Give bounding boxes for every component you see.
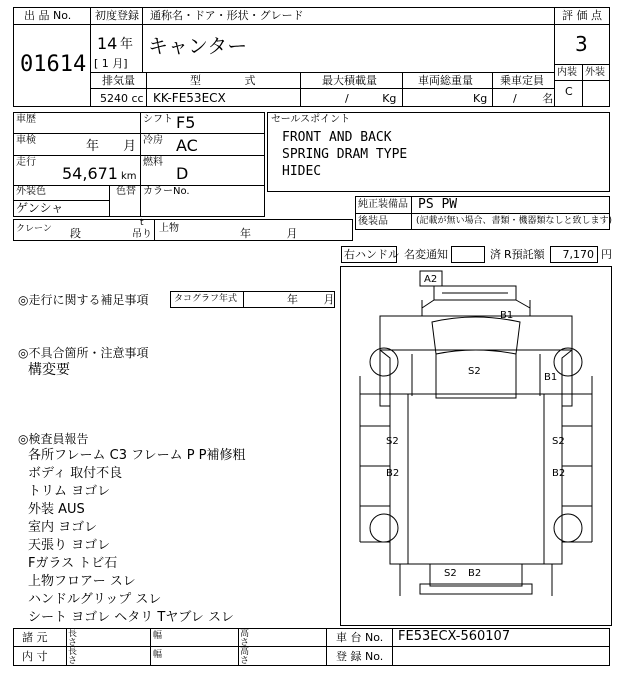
- inspector-item: トリム ヨゴレ: [28, 484, 111, 499]
- damage-mark-s2-left: S2: [386, 436, 399, 447]
- damage-mark-b2-rear: B2: [468, 568, 482, 579]
- damage-mark-b2-right: B2: [552, 468, 566, 479]
- defects-value: 構変要: [28, 362, 70, 378]
- genuine-equipment: PS PW: [418, 197, 458, 212]
- inspector-item: 天張り ヨゴレ: [28, 538, 111, 553]
- chassis-no: FE53ECX-560107: [398, 629, 511, 644]
- grade-score: 3: [575, 32, 588, 56]
- lot-no: 01614: [20, 52, 87, 77]
- model-code-label: 型 式: [190, 74, 256, 87]
- inspector-item: 室内 ヨゴレ: [28, 520, 98, 535]
- inner-size-label: 内 寸: [22, 650, 48, 663]
- displacement: 5240 cc: [100, 92, 144, 105]
- vehicle-damage-diagram: [340, 266, 612, 626]
- height-label-2: 高さ: [240, 647, 250, 666]
- mileage-unit: km: [121, 171, 137, 182]
- length-label: 長さ: [68, 629, 78, 648]
- mileage-value: 54,671: [62, 164, 118, 183]
- bed-year-month: 年 月: [240, 227, 298, 240]
- gross-weight-label: 車両総重量: [418, 74, 473, 87]
- sales-point-2: SPRING DRAM TYPE: [282, 147, 408, 162]
- damage-mark-s2-rear: S2: [444, 568, 457, 579]
- width-label-2: 幅: [153, 650, 163, 660]
- inspector-item: ハンドルグリップ スレ: [28, 592, 162, 607]
- shift-value: F5: [176, 113, 196, 132]
- shift-label: シフト: [143, 114, 173, 125]
- gross-weight: Kg: [473, 92, 488, 105]
- model-code: KK-FE53ECX: [153, 91, 226, 105]
- rhd-label: 右ハンドル: [344, 248, 399, 261]
- damage-mark-b1-side: B1: [544, 372, 558, 383]
- capacity: / 名: [513, 92, 554, 105]
- inspector-item: 上物フロアー スレ: [28, 574, 136, 589]
- fuel-label: 燃料: [143, 157, 163, 168]
- first-reg-year-unit: 年: [120, 37, 134, 52]
- tacho-label: タコグラフ年式: [174, 294, 238, 304]
- interior-score: C: [565, 85, 573, 98]
- recycle-label: R預託額: [504, 248, 545, 261]
- length-label-2: 長さ: [68, 647, 78, 666]
- inspection-label: 車検: [16, 135, 36, 146]
- crane-hoist: 吊り: [132, 229, 152, 240]
- inspector-item: シート ヨゴレ ヘタリ Tヤブレ スレ: [28, 610, 234, 625]
- exterior-label: 外装: [585, 67, 605, 78]
- cooling-value: AC: [176, 136, 198, 155]
- specs-label: 諸 元: [22, 631, 48, 644]
- crane-stage: 段: [70, 227, 81, 240]
- sales-point-3: HIDEC: [282, 164, 322, 179]
- color-no-label: カラーNo.: [143, 186, 190, 197]
- first-reg-year: 14: [97, 34, 118, 53]
- height-label: 高さ: [240, 629, 250, 648]
- name-change-box: [451, 246, 485, 263]
- fuel-value: D: [176, 164, 189, 183]
- width-label: 幅: [153, 631, 163, 641]
- footer-table: [13, 628, 610, 666]
- sales-points-label: セールスポイント: [271, 114, 351, 125]
- ext-color-label: 外装色: [16, 186, 46, 197]
- name-change-label: 名変通知: [404, 248, 448, 261]
- damage-mark-b1-cab: B1: [500, 310, 514, 321]
- name-change-done: 済: [490, 248, 501, 261]
- model-name-label: 通称名・ドア・形状・グレード: [150, 9, 304, 22]
- ext-color-value: ゲンシャ: [16, 201, 64, 215]
- inspector-item: 外装 AUS: [28, 502, 85, 517]
- genuine-label: 純正装備品: [358, 199, 408, 210]
- damage-mark-s2-right: S2: [552, 436, 565, 447]
- bed-label: 上物: [159, 223, 179, 234]
- cooling-label: 冷房: [143, 135, 163, 146]
- history-label: 車歴: [16, 114, 36, 125]
- driving-notes-label: ◎走行に関する補足事項: [18, 293, 149, 307]
- capacity-label: 乗車定員: [500, 74, 544, 87]
- aftermarket-note: (記載が無い場合、書類・機器類なしと致します): [416, 216, 613, 226]
- first-reg-label: 初度登録: [95, 9, 139, 22]
- defects-label: ◎不具合箇所・注意事項: [18, 346, 149, 360]
- recycle-unit: 円: [601, 248, 612, 261]
- crane-label: クレーン: [16, 224, 52, 234]
- inspector-item: 各所フレーム C3 フレーム P P補修粗: [28, 448, 246, 463]
- car-name: キャンター: [148, 34, 248, 58]
- crane-ton: t: [140, 218, 144, 228]
- inspection-value: 年 月: [86, 139, 137, 154]
- damage-mark-s2-cab: S2: [468, 366, 481, 377]
- max-load-label: 最大積載量: [322, 74, 377, 87]
- inspector-item: Fガラス トビ石: [28, 556, 118, 571]
- interior-label: 内装: [557, 67, 577, 78]
- recycle-amount: 7,170: [562, 248, 594, 261]
- first-reg-month: [ 1 月]: [94, 57, 128, 70]
- lot-no-label: 出 品 No.: [24, 9, 72, 22]
- color-change-label: 色替: [116, 186, 136, 197]
- crane-row: [13, 219, 353, 241]
- grade-label: 評 価 点: [562, 9, 602, 22]
- tacho-value: 年 月: [287, 293, 335, 306]
- inspector-item: ボディ 取付不良: [28, 466, 123, 481]
- reg-no-label: 登 録 No.: [336, 650, 384, 663]
- displacement-label: 排気量: [102, 74, 135, 87]
- damage-mark-a2: A2: [424, 274, 438, 285]
- inspector-label: ◎検査員報告: [18, 432, 89, 446]
- aftermarket-label: 後装品: [358, 216, 388, 227]
- mileage-label: 走行: [16, 157, 36, 168]
- max-load: / Kg: [345, 92, 397, 105]
- chassis-label: 車 台 No.: [336, 631, 384, 644]
- sales-point-1: FRONT AND BACK: [282, 130, 392, 145]
- damage-mark-b2-left: B2: [386, 468, 400, 479]
